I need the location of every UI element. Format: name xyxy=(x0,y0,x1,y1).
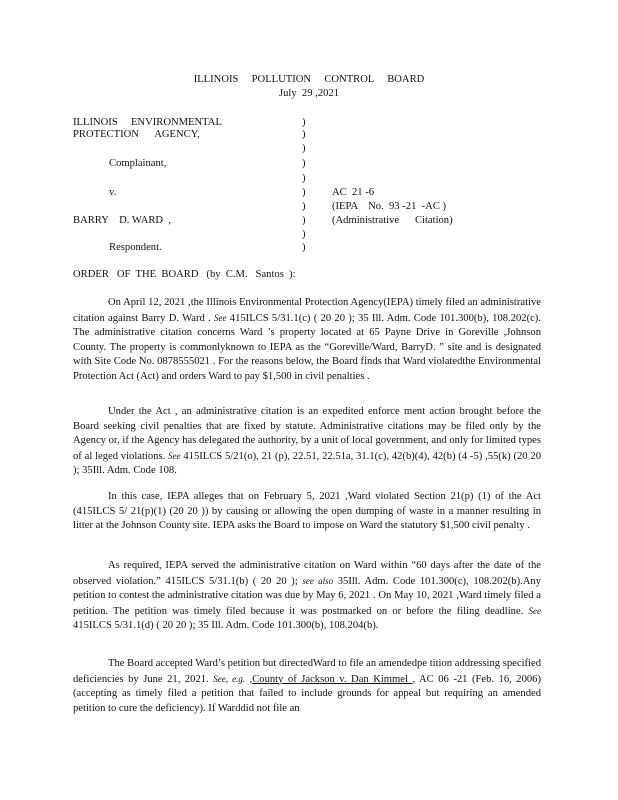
citation-signal: See xyxy=(168,450,181,461)
order-heading: ORDER OF THE BOARD (by C.M. Santos ): xyxy=(73,269,296,280)
paragraph-text: , xyxy=(245,673,253,685)
paragraph-text: The Board accepted Ward’s petition but directedWard to file an amendedpe tition addressing specified deficiencies by June 21, 2021. xyxy=(73,658,541,685)
complainant-role: Complainant, xyxy=(109,158,167,169)
board-name: ILLINOIS POLLUTION CONTROL BOARD xyxy=(193,74,425,85)
citation-signal: See xyxy=(214,312,227,323)
paragraph xyxy=(73,405,541,479)
citation-signal: See, e.g. xyxy=(213,673,246,684)
citation-signal: see also xyxy=(302,575,334,586)
caption-paren: ) xyxy=(302,229,306,240)
complainant-name-line-1: ILLINOIS ENVIRONMENTAL xyxy=(73,117,222,128)
case-type: (Administrative Citation) xyxy=(332,215,453,226)
paragraph xyxy=(73,657,541,716)
case-caption xyxy=(73,116,553,256)
paragraph xyxy=(73,559,541,634)
paragraph xyxy=(73,296,541,384)
caption-paren: ) xyxy=(302,242,306,253)
versus-label: v. xyxy=(109,187,117,198)
document-date: July 29 ,2021 xyxy=(278,88,340,99)
paragraph-text: , AC 06 -21 (Feb. 16, 2006) (accepting as timely filed a petition that failed to include grounds for appeal but requiring an amended petition to cure the deficiency). If Warddid not file an xyxy=(73,673,542,714)
caption-paren: ) xyxy=(302,173,306,184)
paragraph-text: As required, IEPA served the administrative citation on Ward within “60 days after the date of the observed violation.” 415ILCS 5/31.1(b) ( 20 20 ); xyxy=(73,560,541,587)
paragraph-text: 415ILCS 5/31.1(c) ( 20 20 ); 35 Ill. Adm. Code 101.300(b), 108.202(c). The administrative citation concerns Ward ’s property located at 65 Payne Drive in Goreville ,Johnson County. The property is commonlyknown to IEPA as the “Goreville/Ward, BarryD. ” site and is designated with Site Code No. 0878555021 . For the reasons below, the Board finds that Ward violatedthe Environmental Protection Act (Act) and orders Ward to pay $1,500 in civil penalties . xyxy=(73,312,541,382)
caption-paren: ) xyxy=(302,215,306,226)
paragraph-text: On April 12, 2021 ,the Illinois Environmental Protection Agency(IEPA) timely filed an administrative citation against Barry D. Ward . xyxy=(73,297,541,324)
complainant-name-line-2: PROTECTION AGENCY, xyxy=(73,129,200,140)
caption-paren: ) xyxy=(302,117,306,128)
respondent-role: Respondent. xyxy=(109,242,162,253)
caption-paren: ) xyxy=(302,129,306,140)
paragraph-text: In this case, IEPA alleges that on February 5, 2021 ,Ward violated Section 21(p) (1) of the Act (415ILCS 5/ 21(p)(1) (20 20 )) by causing or allowing the open dumping of waste in a manner resulting in litter at the Johnson County site. IEPA asks the Board to impose on Ward the statutory $1,500 civil penalty . xyxy=(73,491,541,531)
caption-paren: ) xyxy=(302,201,306,212)
caption-paren: ) xyxy=(302,187,306,198)
paragraph-text: 415ILCS 5/31.1(d) ( 20 20 ); 35 Ill. Adm. Code 101.300(b), 108.204(b). xyxy=(73,620,379,631)
respondent-name: BARRY D. WARD , xyxy=(73,215,172,226)
document-header xyxy=(0,73,618,101)
case-name: County of Jackson v. Dan Kimmel xyxy=(252,673,413,685)
paragraph-text: 415ILCS 5/21(o), 21 (p), 22.51, 22.51a, 31.1(c), 42(b)(4), 42(b) (4 -5) ,55(k) (20 20 ); 35Ill. Adm. Code 108. xyxy=(73,450,541,476)
paragraph-text: 35Ill. Adm. Code 101.300(c), 108.202(b).Any petition to contest the administrative citation was due by May 6, 2021 . On May 10, 2021 ,Ward timely filed a petition. The petition was timely filed because it was postmarked on or before the filing deadline. xyxy=(73,575,541,617)
caption-paren: ) xyxy=(302,158,306,169)
paragraph-text: Under the Act , an administrative citation is an expedited enforce ment action brought before the Board seeking civil penalties that are fixed by statute. Administrative citations may be filed only by the Agency or, if the Agency has delegated the authority, by a unit of local government, and only for limited types of al leged violations. xyxy=(73,406,541,462)
iepa-number: (IEPA No. 93 -21 -AC ) xyxy=(332,201,447,212)
caption-paren: ) xyxy=(302,143,306,154)
case-number: AC 21 -6 xyxy=(332,187,375,198)
paragraph xyxy=(73,490,541,534)
citation-signal: See xyxy=(528,605,541,616)
